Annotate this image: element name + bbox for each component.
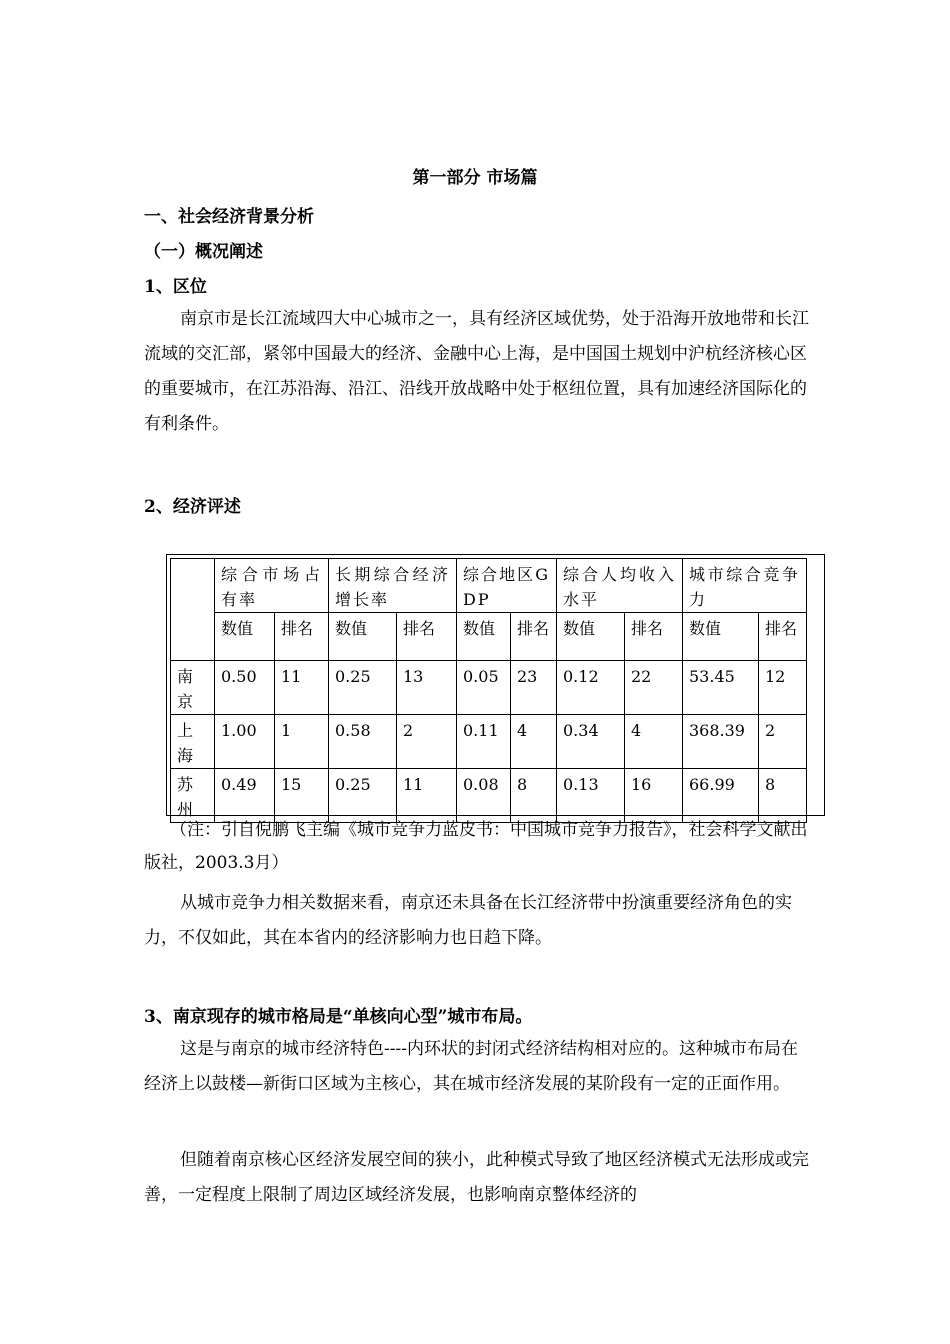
rank-cell: 13 — [397, 661, 457, 715]
table-group-header: 综合市场占有率 — [215, 559, 329, 613]
value-cell: 0.58 — [329, 715, 397, 769]
rank-cell: 4 — [511, 715, 557, 769]
competitiveness-table — [170, 558, 807, 823]
rank-cell: 23 — [511, 661, 557, 715]
table-subheader: 排名 — [759, 613, 807, 661]
city-cell: 南京 — [171, 661, 215, 715]
section-heading: 一、社会经济背景分析 — [144, 207, 314, 227]
value-cell: 0.13 — [557, 769, 625, 823]
table-row — [171, 715, 807, 769]
city-cell: 上海 — [171, 715, 215, 769]
rank-cell: 11 — [397, 769, 457, 823]
item3-heading: 3、南京现存的城市格局是“单核向心型”城市布局。 — [144, 1007, 533, 1027]
table-subheader: 数值 — [457, 613, 511, 661]
item3-paragraph-1: 这是与南京的城市经济特色----内环状的封闭式经济结构相对应的。这种城市布局在经济上以鼓楼—新街口区域为主核心，其在城市经济发展的某阶段有一定的正面作用。 — [144, 1039, 798, 1094]
value-cell: 0.08 — [457, 769, 511, 823]
part-title: 第一部分 市场篇 — [412, 168, 538, 188]
table-group-header: 城市综合竞争力 — [683, 559, 807, 613]
table-corner-cell — [171, 559, 215, 661]
rank-cell: 16 — [625, 769, 683, 823]
item1-paragraph: 南京市是长江流域四大中心城市之一，具有经济区域优势，处于沿海开放地带和长江流域的交汇部，紧邻中国最大的经济、金融中心上海，是中国国土规划中沪杭经济核心区的重要城市，在江苏沿海、沿江、沿线开放战略中处于枢纽位置，具有加速经济国际化的有利条件。 — [144, 309, 809, 434]
table-subheader: 数值 — [329, 613, 397, 661]
rank-cell: 2 — [397, 715, 457, 769]
table-source-note: （注：引自倪鹏飞主编《城市竞争力蓝皮书：中国城市竞争力报告》，社会科学文献出版社，2003.3月） — [144, 820, 808, 873]
table-group-header: 综合地区GDP — [457, 559, 557, 613]
value-cell: 53.45 — [683, 661, 759, 715]
table-subheader: 排名 — [397, 613, 457, 661]
table-group-header: 综合人均收入水平 — [557, 559, 683, 613]
value-cell: 0.25 — [329, 769, 397, 823]
rank-cell: 22 — [625, 661, 683, 715]
item3-paragraph-2: 但随着南京核心区经济发展空间的狭小，此种模式导致了地区经济模式无法形成或完善，一定程度上限制了周边区域经济发展，也影响南京整体经济的 — [144, 1150, 809, 1205]
table-subheader: 排名 — [625, 613, 683, 661]
rank-cell: 2 — [759, 715, 807, 769]
value-cell: 0.25 — [329, 661, 397, 715]
subsection-heading: （一）概况阐述 — [144, 242, 263, 262]
table-subheader: 排名 — [511, 613, 557, 661]
rank-cell: 15 — [275, 769, 329, 823]
table-group-header: 长期综合经济增长率 — [329, 559, 457, 613]
table-subheader-row — [171, 613, 807, 661]
value-cell: 0.12 — [557, 661, 625, 715]
item2-heading: 2、经济评述 — [144, 497, 241, 517]
rank-cell: 4 — [625, 715, 683, 769]
city-cell: 苏州 — [171, 769, 215, 823]
table-subheader: 排名 — [275, 613, 329, 661]
rank-cell: 8 — [511, 769, 557, 823]
table-subheader: 数值 — [557, 613, 625, 661]
rank-cell: 8 — [759, 769, 807, 823]
rank-cell: 11 — [275, 661, 329, 715]
value-cell: 66.99 — [683, 769, 759, 823]
value-cell: 0.50 — [215, 661, 275, 715]
table-row — [171, 661, 807, 715]
table-subheader: 数值 — [215, 613, 275, 661]
table-header-row — [171, 559, 807, 613]
item2-paragraph: 从城市竞争力相关数据来看，南京还未具备在长江经济带中扮演重要经济角色的实力，不仅如此，其在本省内的经济影响力也日趋下降。 — [144, 893, 792, 948]
item1-heading: 1、区位 — [144, 277, 207, 297]
value-cell: 0.05 — [457, 661, 511, 715]
value-cell: 368.39 — [683, 715, 759, 769]
rank-cell: 1 — [275, 715, 329, 769]
value-cell: 0.11 — [457, 715, 511, 769]
value-cell: 1.00 — [215, 715, 275, 769]
value-cell: 0.49 — [215, 769, 275, 823]
table-subheader: 数值 — [683, 613, 759, 661]
rank-cell: 12 — [759, 661, 807, 715]
value-cell: 0.34 — [557, 715, 625, 769]
